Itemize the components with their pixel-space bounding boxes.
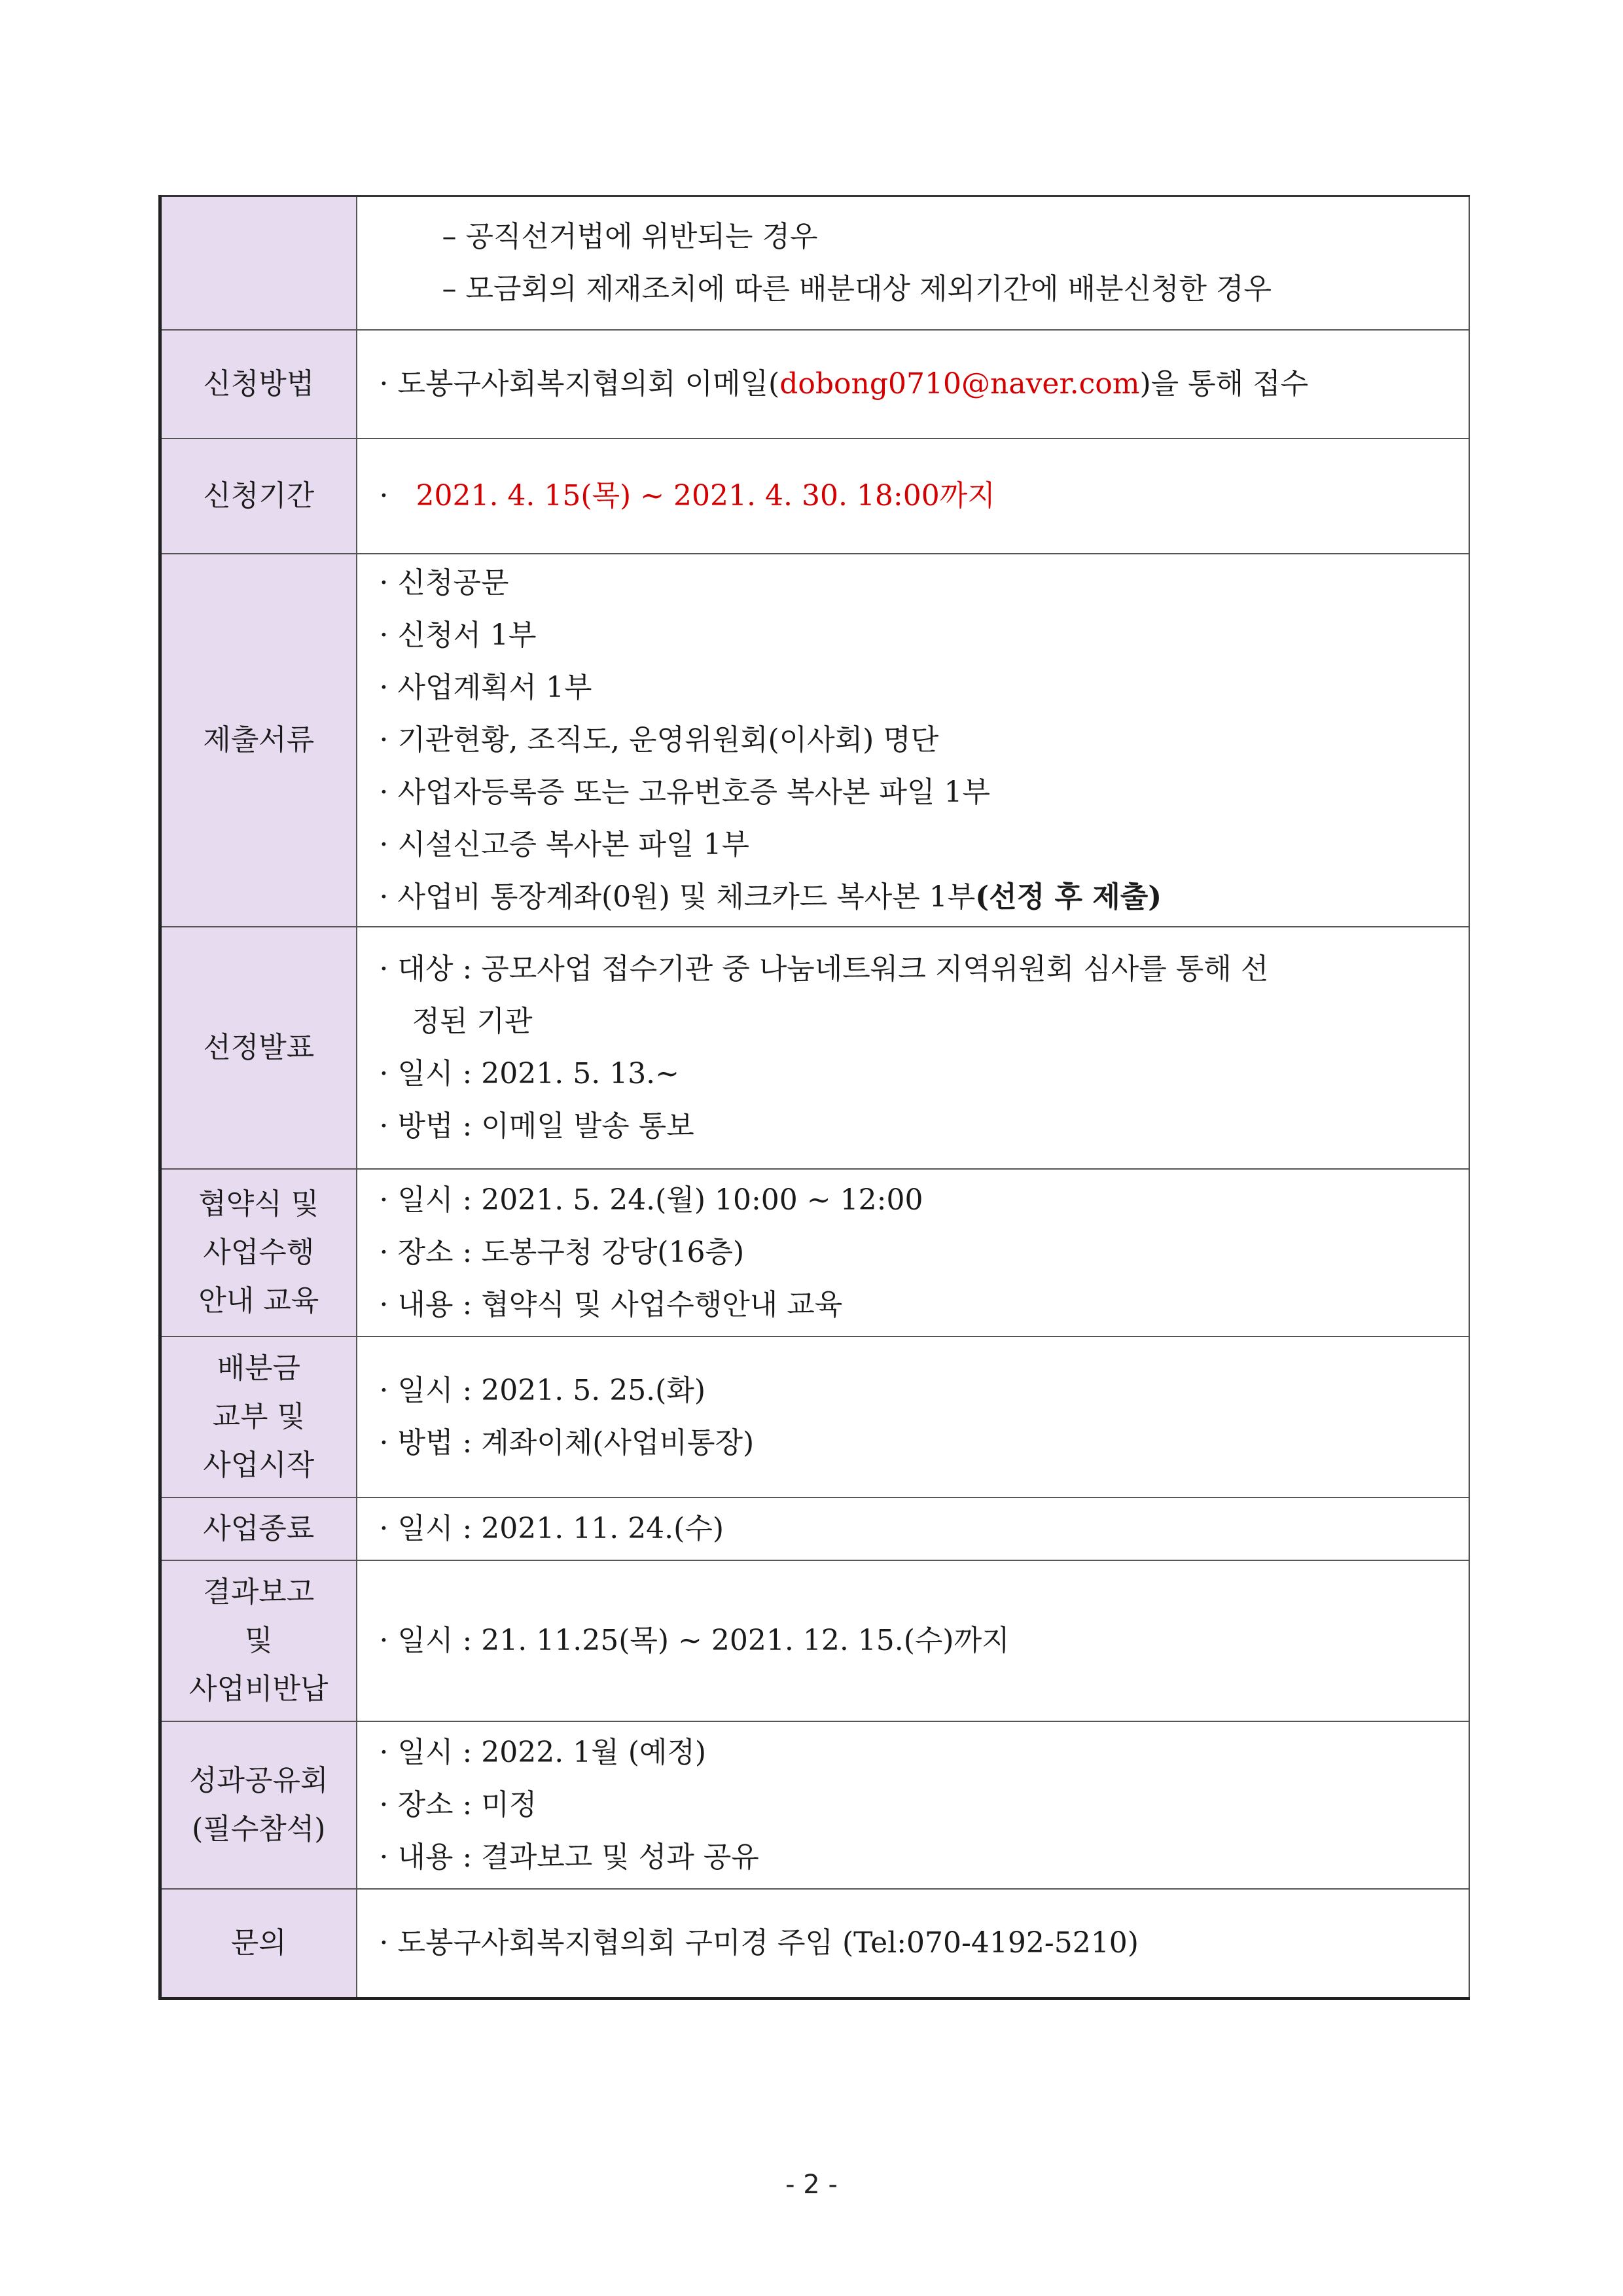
list-item: · 일시 : 2021. 5. 24.(월) 10:00 ~ 12:00 <box>379 1183 923 1217</box>
table-row <box>160 1560 1469 1721</box>
list-item: · 내용 : 결과보고 및 성과 공유 <box>379 1840 759 1874</box>
list-item: · 사업계획서 1부 <box>379 670 592 704</box>
row-content-inquiry <box>357 1889 1469 1999</box>
table-row <box>160 1721 1469 1889</box>
table-row <box>160 927 1469 1169</box>
list-item: · 일시 : 2021. 11. 24.(수) <box>379 1511 724 1545</box>
list-item: · 사업자등록증 또는 고유번호증 복사본 파일 1부 <box>379 775 990 809</box>
list-item: · 일시 : 2021. 5. 13.~ <box>379 1056 680 1090</box>
list-item: – 모금회의 제재조치에 따른 배분대상 제외기간에 배분신청한 경우 <box>442 272 1272 306</box>
row-label-empty <box>160 196 357 330</box>
row-label-project-end: 사업종료 <box>160 1498 357 1560</box>
list-item: · 방법 : 이메일 발송 통보 <box>379 1109 694 1143</box>
list-item: · 일시 : 2021. 5. 25.(화) <box>379 1373 706 1407</box>
list-item: · 일시 : 21. 11.25(목) ~ 2021. 12. 15.(수)까지 <box>379 1623 1010 1657</box>
row-content-grant-disbursement <box>357 1336 1469 1498</box>
row-content-application-period <box>357 439 1469 554</box>
table-row <box>160 439 1469 554</box>
list-item: · 사업비 통장계좌(0원) 및 체크카드 복사본 1부(선정 후 제출) <box>379 880 1162 914</box>
list-item: · 도봉구사회복지협의회 이메일(dobong0710@naver.com)을 통해 접수 <box>379 367 1309 401</box>
row-label-required-documents: 제출서류 <box>160 554 357 927</box>
row-content-selection-announcement <box>357 927 1469 1169</box>
table-row <box>160 554 1469 927</box>
row-label-result-report: 결과보고 및 사업비반납 <box>160 1560 357 1721</box>
list-item: · 2021. 4. 15(목) ~ 2021. 4. 30. 18:00까지 <box>379 478 995 512</box>
row-content-performance-sharing <box>357 1721 1469 1889</box>
row-label-inquiry: 문의 <box>160 1889 357 1999</box>
table-row <box>160 1169 1469 1336</box>
table-row <box>160 1498 1469 1560</box>
table-row <box>160 330 1469 439</box>
email-link[interactable]: dobong0710@naver.com <box>779 367 1140 401</box>
list-item: – 공직선거법에 위반되는 경우 <box>442 219 818 253</box>
list-item: · 방법 : 계좌이체(사업비통장) <box>379 1426 755 1460</box>
page-number: - 2 - <box>785 2170 838 2200</box>
list-item: · 내용 : 협약식 및 사업수행안내 교육 <box>379 1287 843 1321</box>
row-label-application-method: 신청방법 <box>160 330 357 439</box>
row-content-application-method <box>357 330 1469 439</box>
list-item: · 신청공문 <box>379 565 509 600</box>
info-table <box>158 195 1470 2000</box>
table-row <box>160 196 1469 330</box>
row-label-grant-disbursement: 배분금 교부 및 사업시작 <box>160 1336 357 1498</box>
list-item: · 일시 : 2022. 1월 (예정) <box>379 1735 707 1769</box>
list-item: · 장소 : 미정 <box>379 1787 537 1821</box>
list-item: · 시설신고증 복사본 파일 1부 <box>379 827 749 861</box>
row-label-agreement-ceremony: 협약식 및 사업수행 안내 교육 <box>160 1169 357 1336</box>
application-period-text: 2021. 4. 15(목) ~ 2021. 4. 30. 18:00까지 <box>416 478 995 512</box>
list-item: · 대상 : 공모사업 접수기관 중 나눔네트워크 지역위원회 심사를 통해 선 <box>379 952 1269 986</box>
row-content-required-documents <box>357 554 1469 927</box>
row-label-application-period: 신청기간 <box>160 439 357 554</box>
table-row <box>160 1889 1469 1999</box>
list-item: · 신청서 1부 <box>379 618 537 652</box>
row-label-selection-announcement: 선정발표 <box>160 927 357 1169</box>
list-item: · 기관현황, 조직도, 운영위원회(이사회) 명단 <box>379 723 939 757</box>
row-content-result-report <box>357 1560 1469 1721</box>
table-row <box>160 1336 1469 1498</box>
row-content-project-end <box>357 1498 1469 1560</box>
list-item-continuation: 정된 기관 <box>412 1004 533 1038</box>
row-content-agreement-ceremony <box>357 1169 1469 1336</box>
list-item: · 장소 : 도봉구청 강당(16층) <box>379 1235 745 1269</box>
list-item: · 도봉구사회복지협의회 구미경 주임 (Tel:070-4192-5210) <box>379 1926 1139 1960</box>
row-content-eligibility-exclusions <box>357 196 1469 330</box>
row-label-performance-sharing: 성과공유회 (필수참석) <box>160 1721 357 1889</box>
